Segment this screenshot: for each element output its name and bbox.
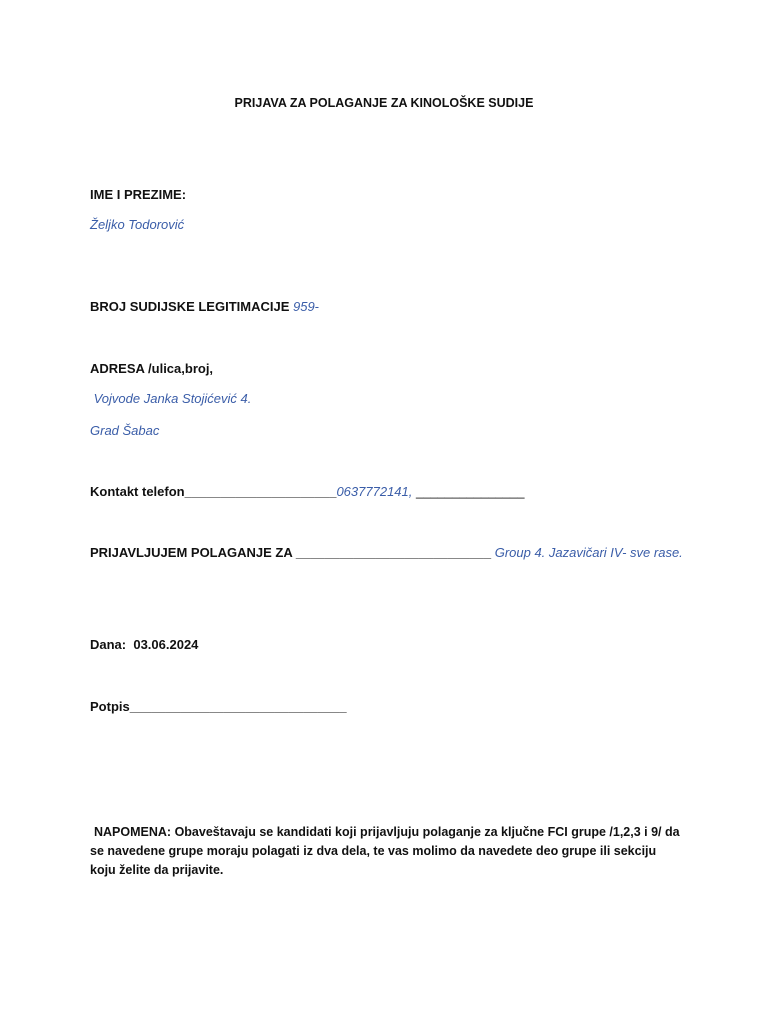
name-label: IME I PREZIME:: [90, 187, 187, 202]
note-text: Obaveštavaju se kandidati koji prijavljuju polaganje za ključne FCI grupe /1,2,3 i 9/ da se navedene grupe moraju polagati iz dva dela, te vas molimo da navedete deo grupe ili sekciju koju želite da prijavite.: [90, 825, 680, 877]
note-prefix: NAPOMENA:: [94, 825, 172, 839]
phone-value: 0637772141,: [336, 484, 413, 499]
address-label: ADRESA /ulica,broj,: [90, 361, 214, 376]
exam-value: Group 4. Jazavičari IV- sve rase.: [494, 545, 683, 560]
license-value: 959: [292, 299, 315, 314]
name-value: Željko Todorović: [90, 217, 185, 232]
phone-row: [90, 484, 524, 499]
note-paragraph: [90, 823, 680, 880]
signature-line: Potpis______________________________: [90, 699, 347, 714]
license-row: [90, 299, 319, 314]
phone-label: Kontakt telefon_____________________: [90, 484, 337, 499]
address-street: Vojvode Janka Stojićević 4.: [90, 391, 252, 406]
address-city: Grad Šabac: [90, 423, 160, 438]
license-label: BROJ SUDIJSKE LEGITIMACIJE: [90, 299, 293, 314]
license-suffix: -: [314, 299, 320, 314]
exam-label: PRIJAVLJUJEM POLAGANJE ZA ___________________________: [90, 545, 495, 560]
form-title: PRIJAVA ZA POLAGANJE ZA KINOLOŠKE SUDIJE: [234, 96, 534, 110]
phone-suffix: _______________: [412, 484, 525, 499]
date-line: Dana: 03.06.2024: [90, 637, 199, 652]
exam-row: [90, 545, 683, 560]
